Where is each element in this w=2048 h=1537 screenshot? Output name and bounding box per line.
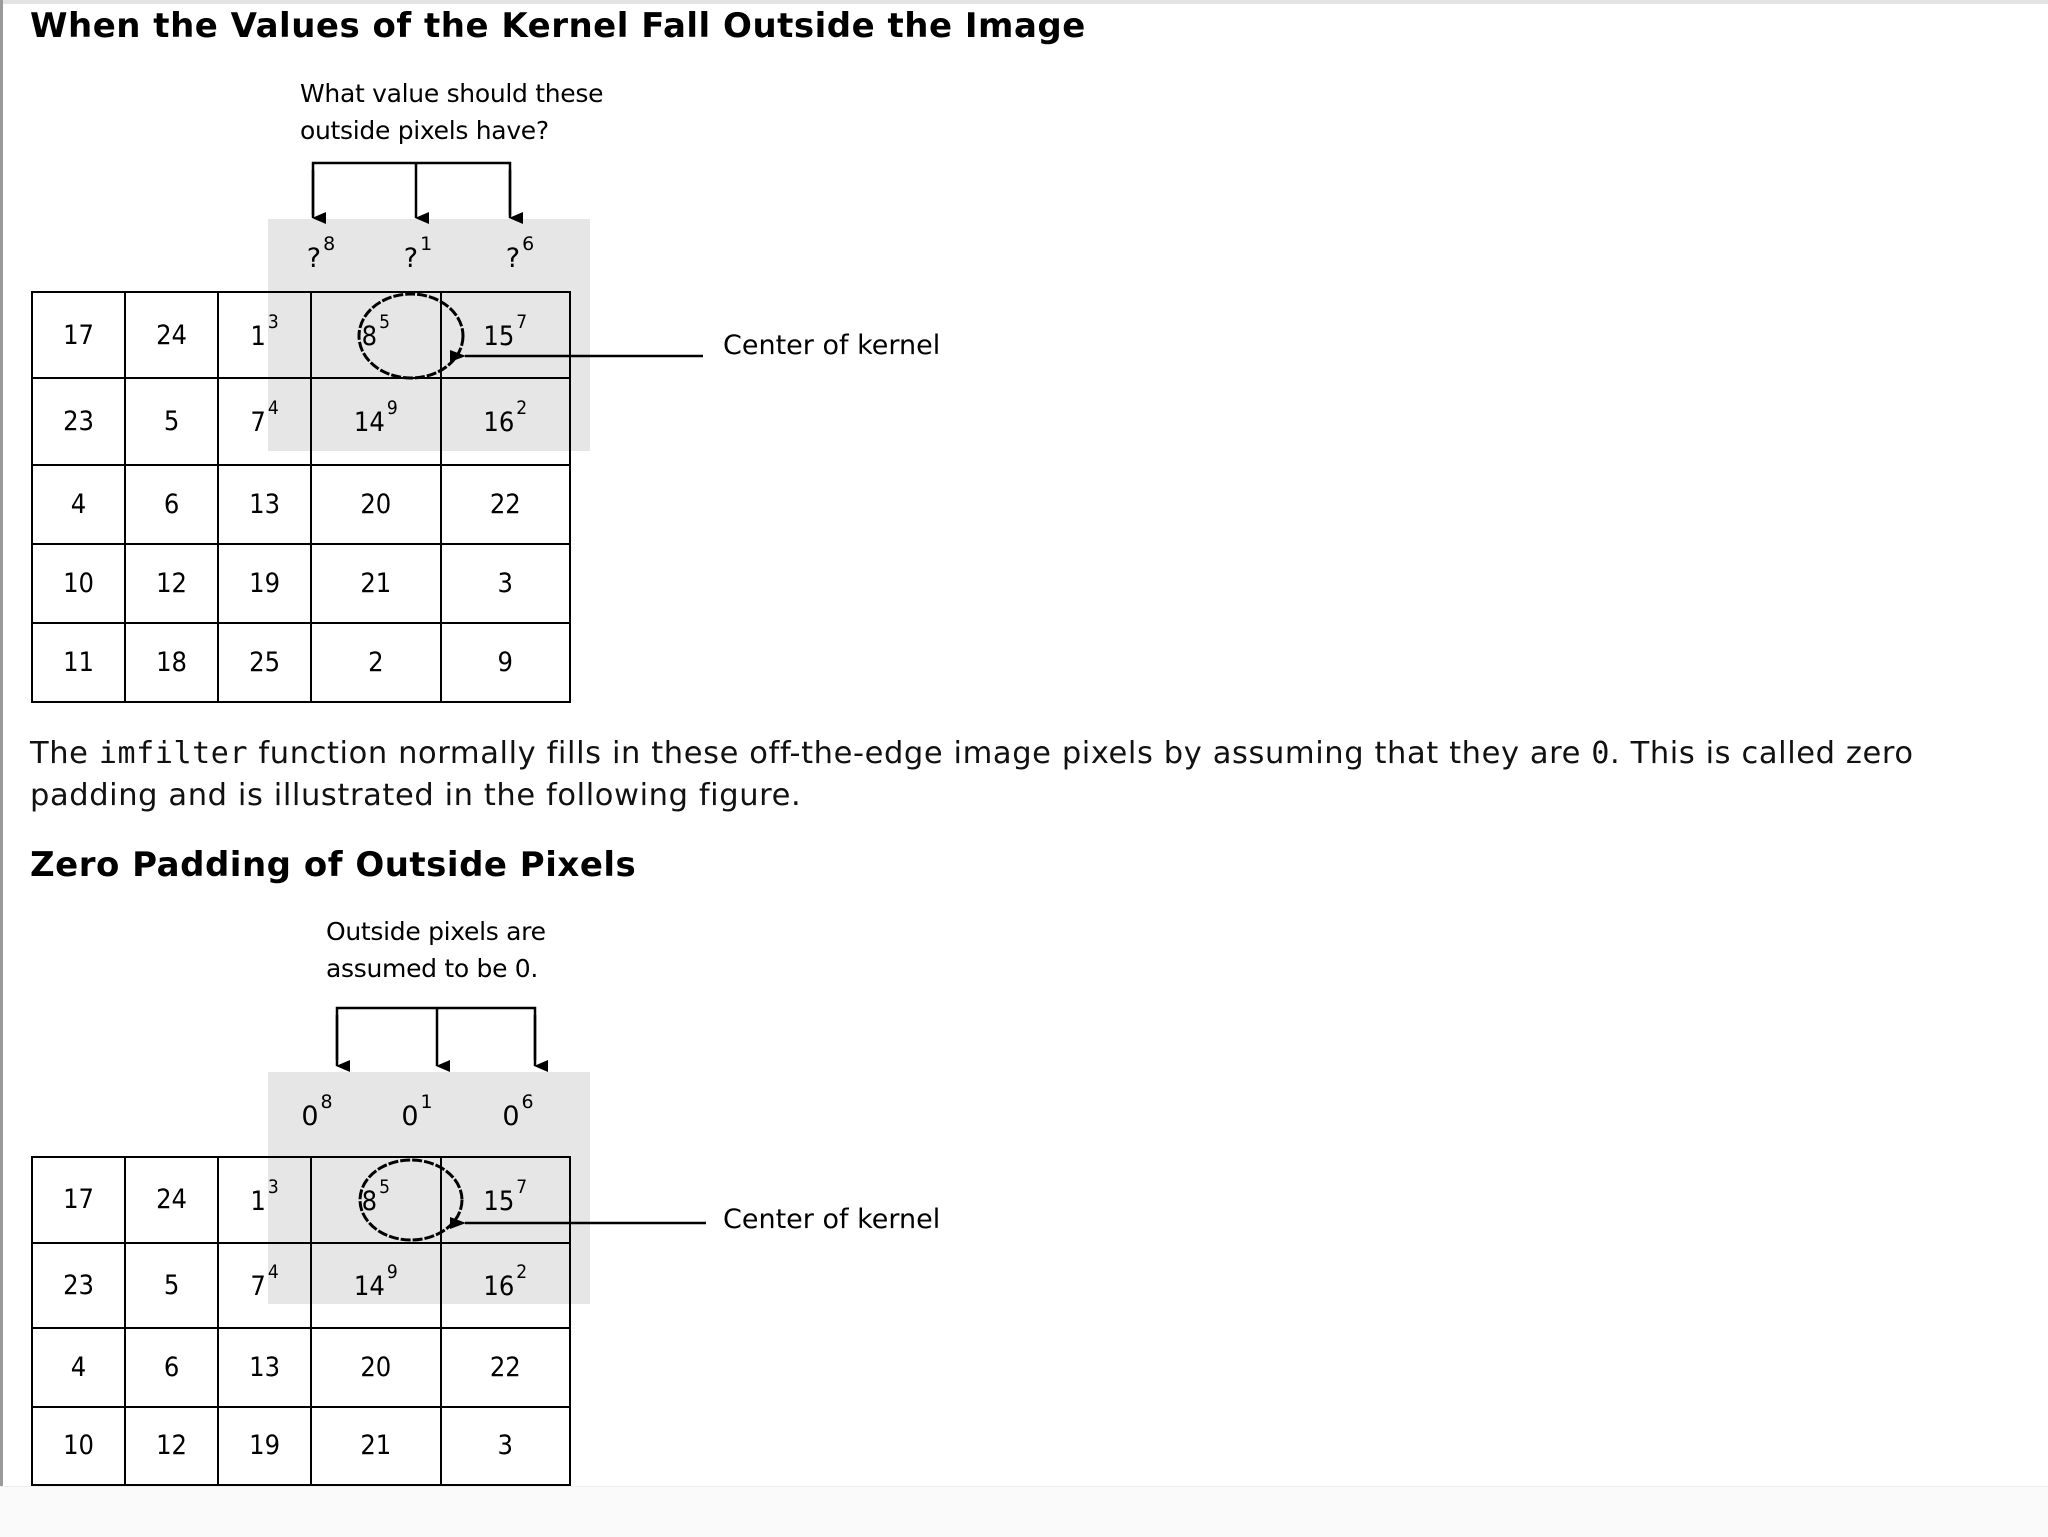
cell-value: 8 [361, 1185, 378, 1217]
center-of-kernel-label: Center of kernel [723, 1204, 941, 1235]
padding-value: 0 [301, 1101, 319, 1132]
cell-value: 24 [156, 319, 187, 351]
kernel-weight: 8 [320, 1091, 333, 1113]
kernel-weight: 7 [516, 311, 528, 334]
kernel-weight: 9 [386, 397, 398, 420]
kernel-weight: 4 [267, 397, 279, 420]
imfilter-code: imfilter [98, 736, 249, 771]
kernel-weight: 5 [379, 1175, 390, 1198]
padding-value: 0 [502, 1101, 520, 1132]
cell-value: 17 [63, 1184, 94, 1216]
section-heading-kernel-outside: When the Values of the Kernel Fall Outside the Image [30, 6, 1086, 46]
cell-value: 15 [483, 1185, 515, 1217]
section-heading-zero-padding: Zero Padding of Outside Pixels [30, 845, 637, 885]
kernel-weight: 5 [379, 311, 390, 334]
figure2-annotations [0, 0, 1000, 1486]
cell-value: 13 [249, 1351, 281, 1383]
cell-value: 15 [483, 321, 515, 353]
zero-code: 0 [1591, 736, 1610, 771]
cell-value: 19 [249, 567, 281, 599]
padding-value: 0 [401, 1101, 419, 1132]
kernel-weight: 6 [522, 233, 535, 255]
cell-value: 14 [353, 407, 385, 439]
cell-value: 3 [497, 567, 513, 599]
cell-value: 6 [163, 488, 180, 520]
padding-value: ? [403, 243, 419, 274]
kernel-weight: 2 [516, 397, 528, 420]
cell-value: 22 [489, 1351, 521, 1383]
cell-value: 23 [63, 1269, 94, 1301]
kernel-center-circle [360, 1160, 462, 1240]
kernel-weight: 2 [516, 1261, 528, 1284]
cell-value: 22 [489, 488, 521, 520]
cell-value: 24 [156, 1184, 187, 1216]
paragraph-text: function normally fills in these off-the-edge image pixels by assuming that they are [248, 736, 1592, 771]
kernel-weight: 3 [267, 311, 279, 334]
cell-value: 21 [360, 1430, 392, 1462]
center-of-kernel-label: Center of kernel [723, 330, 941, 361]
cell-value: 12 [156, 567, 187, 599]
cell-value: 20 [360, 1351, 392, 1383]
page-bottom-edge [0, 1486, 2048, 1537]
bracket-arrows [337, 1008, 535, 1066]
cell-value: 10 [63, 1430, 94, 1462]
kernel-weight: 6 [521, 1091, 534, 1113]
cell-value: 13 [249, 488, 281, 520]
cell-value: 11 [63, 646, 94, 678]
cell-value: 8 [361, 321, 378, 353]
kernel-weight: 7 [516, 1175, 528, 1198]
cell-value: 5 [163, 405, 180, 437]
cell-value: 14 [353, 1271, 385, 1303]
figure1-caption-line1: What value should these [300, 79, 604, 108]
cell-value: 19 [249, 1430, 281, 1462]
figure1-caption-line2: outside pixels have? [300, 116, 549, 145]
cell-value: 6 [163, 1351, 180, 1383]
cell-value: 5 [163, 1269, 180, 1301]
figure-zero-padding [0, 0, 1000, 1486]
cell-value: 7 [250, 1271, 266, 1303]
cell-value: 2 [368, 646, 384, 678]
cell-value: 4 [70, 488, 87, 520]
padding-value: ? [306, 243, 322, 274]
cell-value: 20 [360, 488, 392, 520]
kernel-weight: 3 [267, 1175, 279, 1198]
kernel-weight: 1 [420, 1091, 433, 1113]
cell-value: 21 [360, 567, 392, 599]
cell-value: 18 [156, 646, 187, 678]
cell-value: 12 [156, 1430, 187, 1462]
kernel-weight: 1 [420, 233, 433, 255]
padding-value: ? [505, 243, 521, 274]
kernel-weight: 4 [267, 1261, 279, 1284]
cell-value: 3 [497, 1430, 513, 1462]
cell-value: 9 [497, 646, 513, 678]
cell-value: 1 [250, 321, 266, 353]
kernel-weight: 9 [386, 1261, 398, 1284]
cell-value: 4 [70, 1351, 87, 1383]
figure2-caption-line2: assumed to be 0. [326, 954, 539, 983]
paragraph-text: The [30, 736, 99, 771]
cell-value: 7 [250, 407, 266, 439]
cell-value: 23 [63, 405, 94, 437]
cell-value: 16 [483, 1271, 515, 1303]
cell-value: 17 [63, 319, 94, 351]
cell-value: 25 [249, 646, 281, 678]
paragraph-text: . This is called zero padding and is illustrated in the following figure. [30, 736, 1914, 813]
figure2-caption-line1: Outside pixels are [326, 917, 546, 946]
cell-value: 16 [483, 407, 515, 439]
cell-value: 1 [250, 1185, 266, 1217]
kernel-weight: 8 [323, 233, 336, 255]
cell-value: 10 [63, 567, 94, 599]
